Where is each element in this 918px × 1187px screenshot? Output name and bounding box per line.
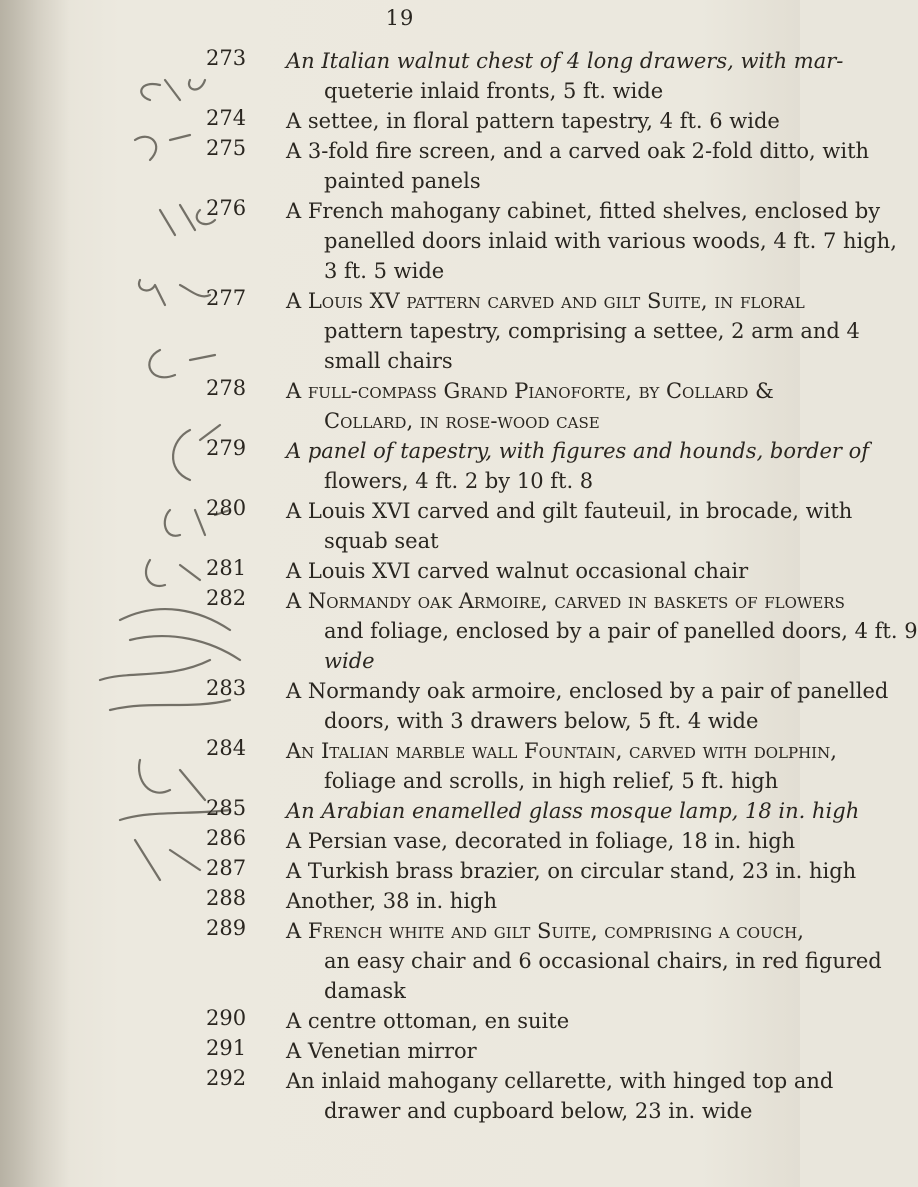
lot-line: A Venetian mirror	[286, 1039, 477, 1063]
lot-number: 275	[206, 136, 247, 160]
lot-line: panelled doors inlaid with various woods, 4 ft. 7 high,	[324, 229, 897, 253]
lot-number: 289	[206, 916, 247, 940]
lot-description	[286, 286, 860, 376]
lot-line: painted panels	[324, 169, 481, 193]
lot-description	[286, 856, 857, 886]
lot-description	[286, 796, 860, 826]
lot-line: A Persian vase, decorated in foliage, 18 in. high	[286, 829, 796, 853]
lot-number: 278	[206, 376, 247, 400]
lot-line: A Turkish brass brazier, on circular stand, 23 in. high	[286, 859, 857, 883]
lot-description	[286, 1036, 786, 1066]
lot-number: 279	[206, 436, 247, 460]
lot-line: A Normandy oak Armoire, carved in baskets of flowers	[286, 589, 845, 613]
lot-line: A Louis XVI carved and gilt fauteuil, in brocade, with	[286, 499, 853, 523]
lot-line: Collard, in rose-wood case	[324, 409, 600, 433]
lot-line: An Arabian enamelled glass mosque lamp, 18 in. high	[286, 799, 860, 823]
lot-description	[286, 136, 870, 196]
lot-description	[286, 196, 897, 286]
lot-number: 277	[206, 286, 247, 310]
lot-number: 282	[206, 586, 247, 610]
lot-line: 3 ft. 5 wide	[324, 259, 445, 283]
lot-description	[286, 556, 786, 586]
lot-number: 290	[206, 1006, 247, 1030]
lot-line: An Italian walnut chest of 4 long drawers, with mar-	[286, 49, 844, 73]
lot-line: an easy chair and 6 occasional chairs, in red figured	[324, 949, 882, 973]
lot-description	[286, 586, 918, 676]
lot-number: 283	[206, 676, 247, 700]
lot-line: pattern tapestry, comprising a settee, 2 arm and 4	[324, 319, 860, 343]
lot-line: A 3-fold fire screen, and a carved oak 2-fold ditto, with	[286, 139, 870, 163]
lot-line: A centre ottoman, en suite	[286, 1009, 570, 1033]
lot-line: A Louis XVI carved walnut occasional chair	[286, 559, 749, 583]
lot-number: 273	[206, 46, 247, 70]
lot-line: Another, 38 in. high	[286, 889, 498, 913]
lot-number: 285	[206, 796, 247, 820]
lot-description	[286, 436, 870, 496]
lot-number: 292	[206, 1066, 247, 1090]
lot-line: A full-compass Grand Pianoforte, by Collard &	[286, 379, 774, 403]
lot-line: small chairs	[324, 349, 453, 373]
lot-line: queterie inlaid fronts, 5 ft. wide	[324, 79, 664, 103]
lot-number: 281	[206, 556, 247, 580]
lot-line: A settee, in floral pattern tapestry, 4 ft. 6 wide	[286, 109, 780, 133]
lot-description	[286, 826, 796, 856]
lot-line: An inlaid mahogany cellarette, with hinged top and	[286, 1069, 834, 1093]
lot-description	[286, 376, 786, 436]
lot-number: 288	[206, 886, 247, 910]
lot-description	[286, 46, 844, 106]
lot-line: squab seat	[324, 529, 439, 553]
lot-number: 284	[206, 736, 247, 760]
page-number: 19	[385, 6, 415, 30]
lot-line: foliage and scrolls, in high relief, 5 ft. high	[324, 769, 779, 793]
lot-number: 274	[206, 106, 247, 130]
lot-description	[286, 676, 889, 736]
lot-line: drawer and cupboard below, 23 in. wide	[324, 1099, 753, 1123]
lot-line: damask	[324, 979, 406, 1003]
lot-description	[286, 1066, 834, 1126]
lot-line: A panel of tapestry, with figures and hounds, border of	[286, 439, 870, 463]
lot-description	[286, 106, 786, 136]
lot-number: 286	[206, 826, 247, 850]
lot-description	[286, 886, 786, 916]
lot-line: A Louis XV pattern carved and gilt Suite, in floral	[286, 289, 805, 313]
lot-number: 291	[206, 1036, 247, 1060]
lot-description	[286, 736, 837, 796]
lot-line: An Italian marble wall Fountain, carved with dolphin,	[286, 739, 837, 763]
lot-line: A French white and gilt Suite, comprising a couch,	[286, 919, 804, 943]
lot-number: 280	[206, 496, 247, 520]
lot-line: flowers, 4 ft. 2 by 10 ft. 8	[324, 469, 594, 493]
lot-line: doors, with 3 drawers below, 5 ft. 4 wide	[324, 709, 759, 733]
lot-line: wide	[324, 649, 375, 673]
lot-line: and foliage, enclosed by a pair of panelled doors, 4 ft. 9	[324, 619, 918, 643]
lot-description	[286, 916, 882, 1006]
lot-number: 276	[206, 196, 247, 220]
lot-number: 287	[206, 856, 247, 880]
lot-line: A Normandy oak armoire, enclosed by a pair of panelled	[286, 679, 889, 703]
lot-line: A French mahogany cabinet, fitted shelves, enclosed by	[286, 199, 881, 223]
lot-description	[286, 496, 853, 556]
lot-description	[286, 1006, 786, 1036]
